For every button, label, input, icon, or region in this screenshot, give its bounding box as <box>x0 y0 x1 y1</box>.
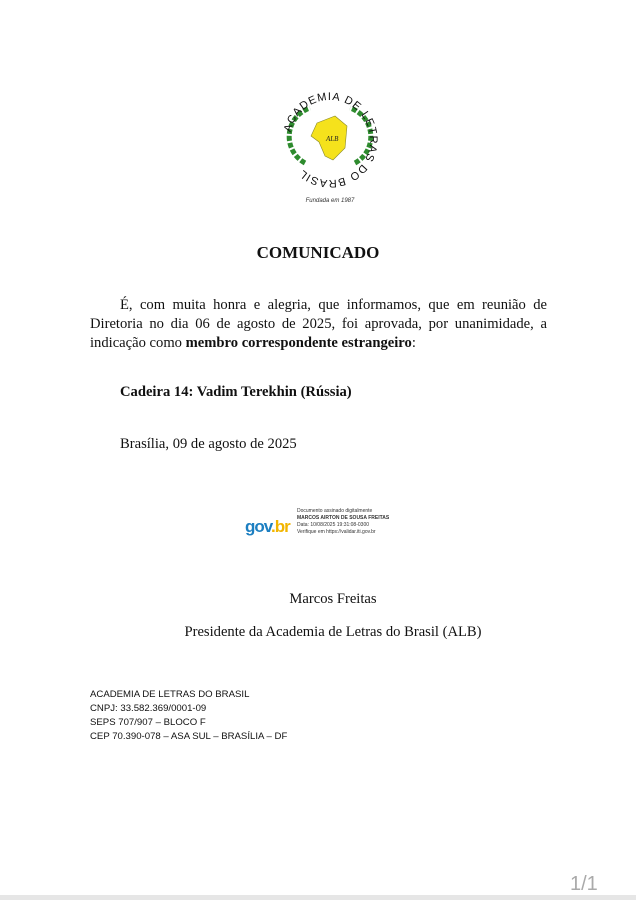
digital-signature-stamp <box>245 508 415 544</box>
signature-line-1: Documento assinado digitalmente <box>297 508 373 514</box>
announcement-paragraph <box>90 296 547 353</box>
signature-signer: MARCOS AIRTON DE SOUSA FREITAS <box>297 515 390 521</box>
signer-role: Presidente da Academia de Letras do Brasil (ALB) <box>184 624 482 640</box>
place-date: Brasília, 09 de agosto de 2025 <box>120 436 297 452</box>
paragraph-bold: membro correspondente estrangeiro <box>185 335 412 351</box>
alb-logo <box>275 78 385 196</box>
page-indicator: 1/1 <box>570 873 598 895</box>
document-title: COMUNICADO <box>256 243 380 262</box>
logo-center-text: ALB <box>326 135 339 143</box>
footer-line: ACADEMIA DE LETRAS DO BRASIL <box>90 689 250 700</box>
footer-line: CEP 70.390-078 – ASA SUL – BRASÍLIA – DF <box>90 731 288 742</box>
founded-text: Fundada em 1987 <box>305 198 355 204</box>
signature-verify: Verifique em https://validar.iti.gov.br <box>297 529 376 535</box>
signer-name: Marcos Freitas <box>289 591 377 607</box>
logo-ring-text: ACADEMIA DE LETRAS DO BRASIL <box>281 90 380 190</box>
footer-address <box>90 688 287 744</box>
paragraph-end: : <box>411 335 416 351</box>
cadeira-line: Cadeira 14: Vadim Terekhin (Rússia) <box>120 384 352 400</box>
govbr-logo: gov.br <box>245 517 290 536</box>
footer-line: CNPJ: 33.582.369/0001-09 <box>90 703 207 714</box>
footer-line: SEPS 707/907 – BLOCO F <box>90 717 206 728</box>
signature-date: Data: 10/08/2025 19:31:08-0300 <box>297 522 370 528</box>
page-bottom-edge <box>0 895 636 900</box>
paragraph-text: É, com muita honra e alegria, que informamos, que em reunião de Diretoria no dia 06 de agosto de 2025, foi aprovada, por unanimidade, a indicação como <box>90 297 547 351</box>
